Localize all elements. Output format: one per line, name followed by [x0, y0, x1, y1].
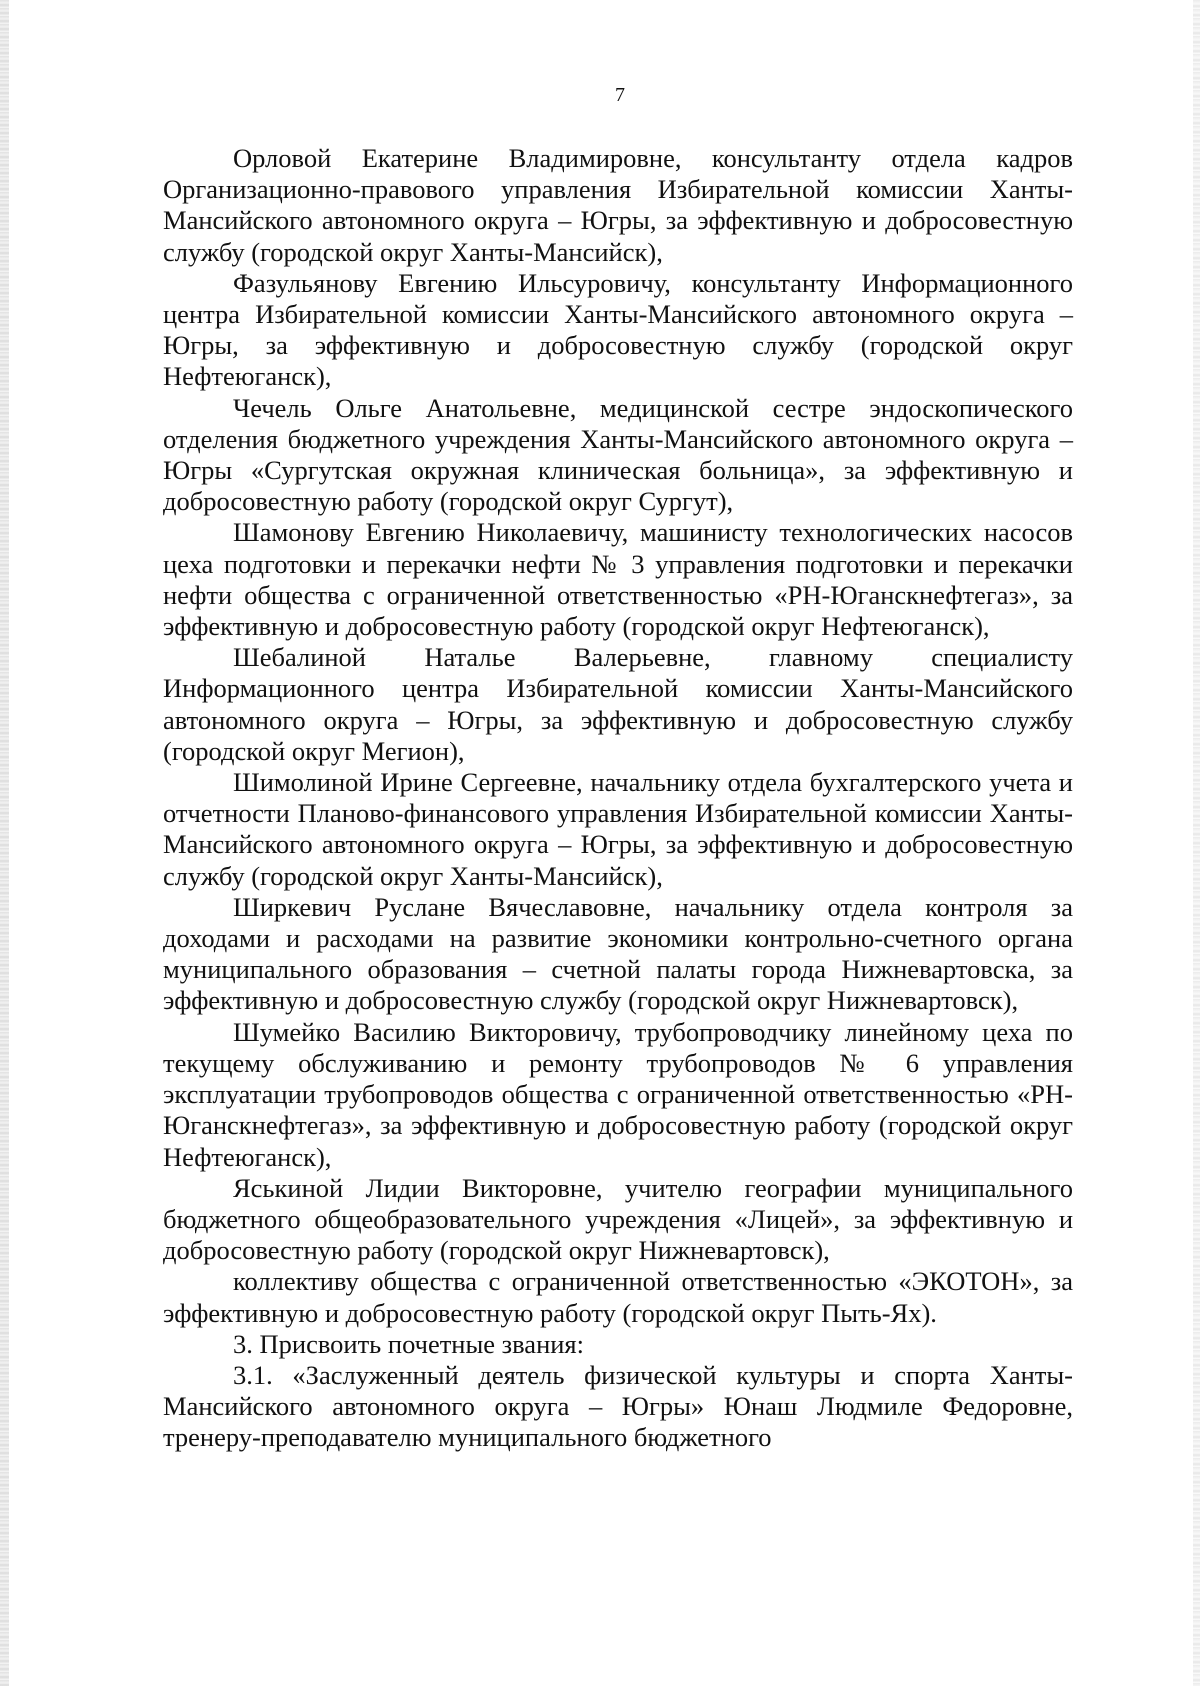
scan-edge-left [0, 0, 9, 1686]
paragraph-shirkevich: Ширкевич Руслане Вячеславовне, начальнику отдела контроля за доходами и расходами на развитие экономики контрольно-счетного органа муниципального образования – счетной палаты города Нижневартовска, за эффективную и добросовестную службу (городской округ Нижневартовск), [163, 891, 1073, 1016]
document-body [163, 143, 1073, 1454]
paragraph-shumeyko: Шумейко Василию Викторовичу, трубопроводчику линейному цеха по текущему обслуживанию и ремонту трубопроводов № 6 управления эксплуатации трубопроводов общества с ограниченной ответственностью «РН-Юганскнефтегаз», за эффективную и добросовестную работу (городской округ Нефтеюганск), [163, 1016, 1073, 1172]
section-heading-3: 3. Присвоить почетные звания: [233, 1328, 584, 1359]
page-number: 7 [615, 84, 625, 106]
paragraph-orlova: Орловой Екатерине Владимировне, консультанту отдела кадров Организационно-правового управления Избирательной комиссии Ханты-Мансийского автономного округа – Югры, за эффективную и добросовестную службу (городской округ Ханты-Мансийск), [163, 143, 1073, 267]
paragraph-fazulyanov: Фазульянову Евгению Ильсуровичу, консультанту Информационного центра Избирательной комиссии Ханты-Мансийского автономного округа – Югры, за эффективную и добросовестную службу (городской округ Нефтеюганск), [163, 267, 1073, 392]
paragraph-3-1: 3.1. «Заслуженный деятель физической культуры и спорта Ханты-Мансийского автономного округа – Югры» Юнаш Людмиле Федоровне, тренеру-преподавателю муниципального бюджетного [163, 1359, 1073, 1453]
paragraph-shimolina: Шимолиной Ирине Сергеевне, начальнику отдела бухгалтерского учета и отчетности Планово-финансового управления Избирательной комиссии Ханты-Мансийского автономного округа – Югры, за эффективную и добросовестную службу (городской округ Ханты-Мансийск), [163, 767, 1073, 891]
paragraph-shebalina: Шебалиной Наталье Валерьевне, главному специалисту Информационного центра Избирательной комиссии Ханты-Мансийского автономного округа – Югры, за эффективную и добросовестную службу (городской округ Мегион), [163, 642, 1073, 766]
paragraph-yaskina: Яськиной Лидии Викторовне, учителю географии муниципального бюджетного общеобразовательного учреждения «Лицей», за эффективную и добросовестную работу (городской округ Нижневартовск), [163, 1172, 1073, 1266]
scan-edge-right [1193, 0, 1200, 1686]
paragraph-chechel: Чечель Ольге Анатольевне, медицинской сестре эндоскопического отделения бюджетного учреждения Ханты-Мансийского автономного округа – Югры «Сургутская окружная клиническая больница», за эффективную и добросовестную работу (городской округ Сургут), [163, 392, 1073, 517]
paragraph-ekoton: коллективу общества с ограниченной ответственностью «ЭКОТОН», за эффективную и добросовестную работу (городской округ Пыть-Ях). [163, 1266, 1073, 1328]
paragraph-shamonov: Шамонову Евгению Николаевичу, машинисту технологических насосов цеха подготовки и перекачки нефти № 3 управления подготовки и перекачки нефти общества с ограниченной ответственностью «РН-Юганскнефтегаз», за эффективную и добросовестную работу (городской округ Нефтеюганск), [163, 517, 1073, 642]
